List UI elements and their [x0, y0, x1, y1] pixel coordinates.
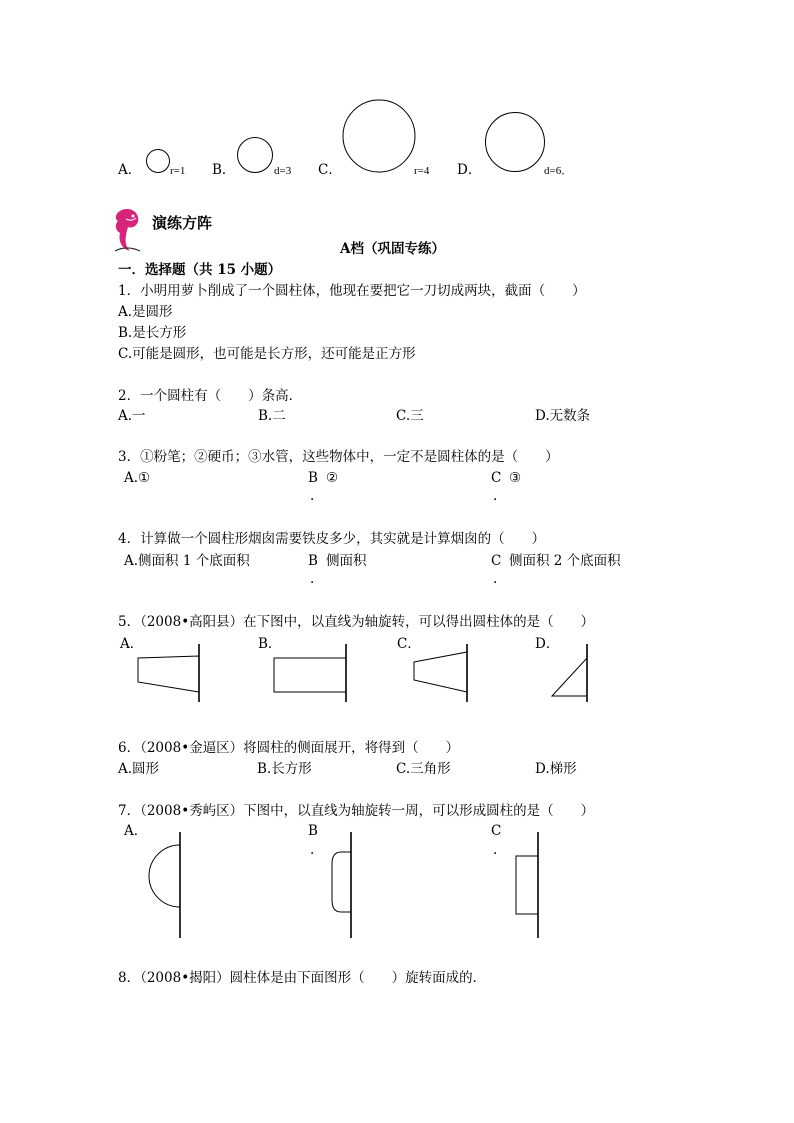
q5-figure-b — [268, 642, 358, 704]
option-a-label: r=1 — [170, 165, 186, 177]
q4-option-b-letter: B — [308, 553, 318, 569]
q2-option-a: A.一 — [118, 408, 146, 424]
q6-option-d: D.梯形 — [535, 761, 577, 777]
q3-option-c-dot: . — [493, 488, 498, 504]
circle-a-figure — [145, 148, 173, 176]
q7-figure-c — [510, 830, 550, 942]
q3-option-c-letter: C — [491, 470, 502, 486]
q3-option-b-dot: . — [310, 488, 315, 504]
q7-option-c-dot: . — [493, 842, 498, 858]
q3-option-a: A.① — [124, 470, 151, 486]
q4-option-a: A.侧面积 1 个底面积 — [124, 553, 250, 569]
q1-option-c: C.可能是圆形，也可能是长方形，还可能是正方形 — [118, 346, 416, 362]
option-d-letter: D． — [457, 162, 482, 178]
q5-figure-d — [548, 642, 598, 704]
option-d-label: d=6． — [544, 165, 573, 177]
q4-option-b-dot: . — [310, 571, 315, 587]
option-c-label: r=4 — [414, 165, 430, 177]
q4-option-c-dot: . — [493, 571, 498, 587]
part-title: 一．选择题（共 15 小题） — [118, 262, 282, 278]
option-a-letter: A． — [118, 162, 142, 178]
q7-option-a: A． — [124, 823, 148, 839]
circle-c-figure — [342, 99, 418, 175]
q2-stem: 2．一个圆柱有（ ）条高． — [118, 388, 303, 404]
level-title: A档（巩固专练） — [340, 241, 445, 257]
q5-stem: 5．（2008•高阳县）在下图中，以直线为轴旋转，可以得出圆柱体的是（ ） — [118, 614, 595, 630]
q7-option-b-letter: B — [308, 823, 318, 839]
q6-option-b: B.长方形 — [257, 761, 312, 777]
option-c-letter: C． — [318, 162, 342, 178]
q5-option-a: A． — [120, 636, 144, 652]
q8-stem: 8．（2008•揭阳）圆柱体是由下面图形（ ）旋转面成的． — [118, 970, 487, 986]
q3-option-b-letter: B — [308, 470, 318, 486]
q3-option-c: ③ — [509, 470, 522, 486]
section-title: 演练方阵 — [152, 214, 213, 232]
q2-option-d: D.无数条 — [535, 408, 591, 424]
q6-stem: 6．（2008•金逼区）将圆柱的侧面展开，将得到（ ） — [118, 740, 460, 756]
q2-option-b: B.二 — [258, 408, 286, 424]
q4-stem: 4．计算做一个圆柱形烟囱需要铁皮多少，其实就是计算烟囱的（ ） — [118, 531, 546, 547]
q7-figure-b — [326, 830, 356, 942]
q5-option-d: D． — [535, 636, 560, 652]
q6-option-c: C.三角形 — [396, 761, 451, 777]
q4-option-c-letter: C — [491, 553, 502, 569]
q1-stem: 1．小明用萝卜削成了一个圆柱体，他现在要把它一刀切成两块，截面（ ） — [118, 283, 586, 299]
q3-stem: 3．①粉笔；②硬币；③水管，这些物体中，一定不是圆柱体的是（ ） — [118, 449, 559, 465]
q1-option-a: A.是圆形 — [118, 304, 173, 320]
circle-b-figure — [236, 136, 276, 176]
q7-figure-a — [140, 830, 190, 942]
q7-stem: 7．（2008•秀屿区）下图中，以直线为轴旋转一周，可以形成圆柱的是（ ） — [118, 803, 595, 819]
option-b-label: d=3 — [274, 165, 292, 177]
circle-d-figure — [484, 112, 546, 174]
q4-option-b: 侧面积 — [326, 553, 367, 569]
q5-option-c: C． — [397, 636, 421, 652]
q4-option-c: 侧面积 2 个底面积 — [509, 553, 621, 569]
q7-option-c-letter: C — [491, 823, 502, 839]
q3-option-b: ② — [326, 470, 339, 486]
q7-option-b-dot: . — [310, 842, 315, 858]
q2-option-c: C.三 — [396, 408, 424, 424]
q1-option-b: B.是长方形 — [118, 325, 187, 341]
q5-figure-a — [130, 642, 210, 704]
option-b-letter: B． — [212, 162, 236, 178]
q5-option-b: B． — [258, 636, 282, 652]
q5-figure-c — [408, 642, 478, 704]
dolphin-logo-icon — [112, 207, 142, 253]
q6-option-a: A.圆形 — [118, 761, 160, 777]
